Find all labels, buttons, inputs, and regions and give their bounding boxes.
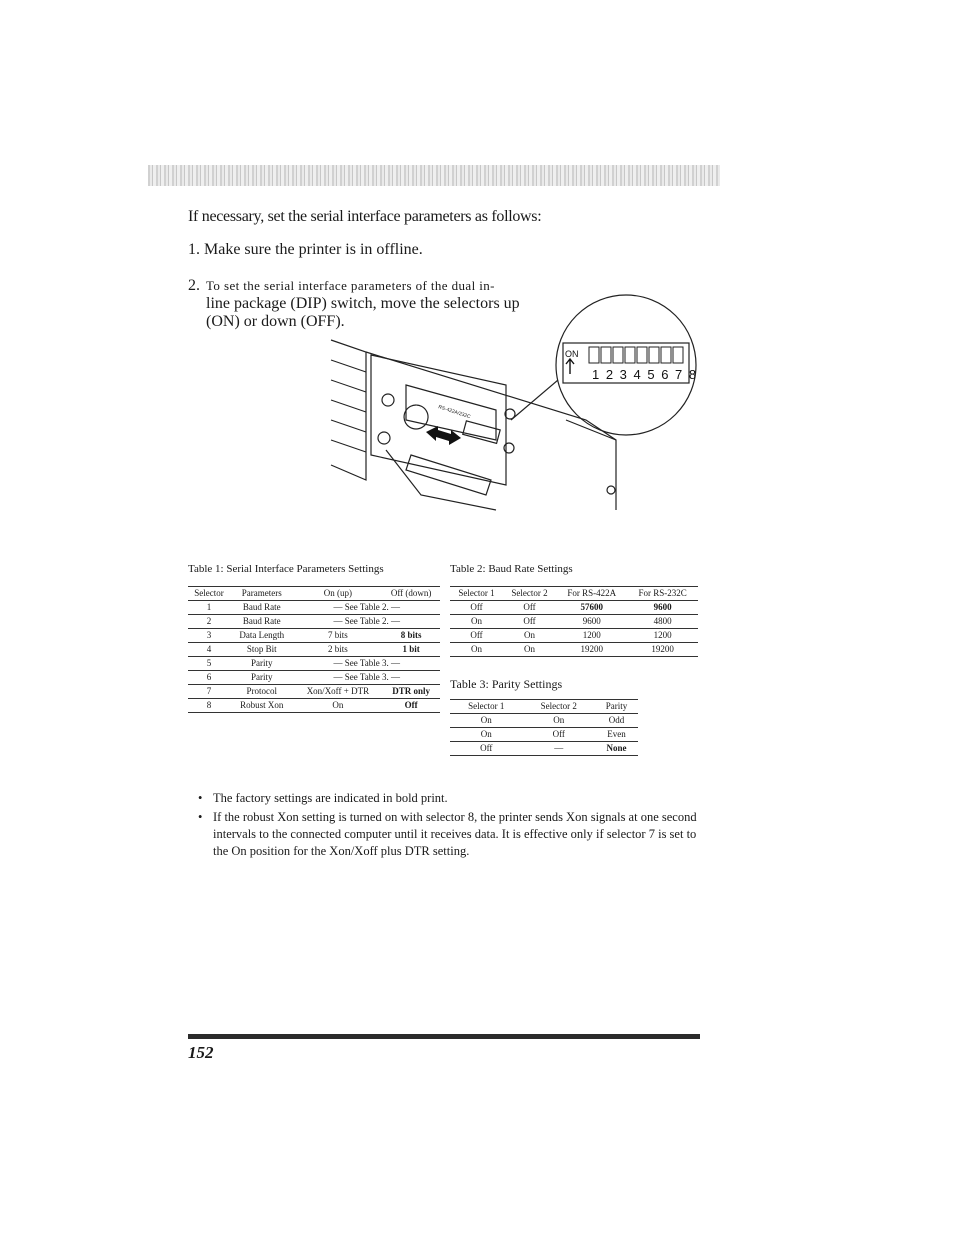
table-cell: — See Table 3. — bbox=[294, 657, 440, 671]
table-cell: — See Table 3. — bbox=[294, 671, 440, 685]
table-cell: Off bbox=[450, 629, 503, 643]
table-row bbox=[188, 601, 440, 615]
table1-caption: Table 1: Serial Interface Parameters Settings bbox=[188, 563, 384, 575]
table3-header: Selector 1 bbox=[450, 700, 523, 714]
footer-bar bbox=[188, 1034, 700, 1039]
table-cell: On bbox=[450, 728, 523, 742]
table-cell: 7 bits bbox=[294, 629, 383, 643]
table-cell: 4 bbox=[188, 643, 230, 657]
step-2-number: 2. bbox=[188, 277, 200, 294]
table-cell: Even bbox=[595, 728, 638, 742]
table3-header: Selector 2 bbox=[523, 700, 596, 714]
panel-label: RS-422A/232C bbox=[437, 404, 472, 421]
table-cell: On bbox=[450, 615, 503, 629]
table-row bbox=[450, 714, 638, 728]
table2-header: For RS-232C bbox=[627, 587, 698, 601]
notes-list bbox=[198, 790, 702, 862]
table-row bbox=[450, 643, 698, 657]
note-text: The factory settings are indicated in bold print. bbox=[213, 791, 448, 805]
table-cell: Parity bbox=[230, 671, 294, 685]
note-item bbox=[198, 790, 702, 807]
table-row bbox=[450, 615, 698, 629]
step-1-number: 1. bbox=[188, 241, 200, 258]
table-cell: On bbox=[450, 714, 523, 728]
table-row bbox=[188, 643, 440, 657]
table-cell: 3 bbox=[188, 629, 230, 643]
table-cell: On bbox=[450, 643, 503, 657]
table-cell: On bbox=[523, 714, 596, 728]
serial-parameters-table bbox=[188, 586, 440, 713]
dip-switch-illustration bbox=[326, 280, 706, 520]
table-cell: Parity bbox=[230, 657, 294, 671]
table-cell: 9600 bbox=[556, 615, 627, 629]
on-label: ON bbox=[565, 349, 579, 359]
table-cell: 1200 bbox=[627, 629, 698, 643]
table-cell: On bbox=[503, 643, 556, 657]
table-cell: Baud Rate bbox=[230, 615, 294, 629]
table-row bbox=[450, 742, 638, 756]
table-cell: 1200 bbox=[556, 629, 627, 643]
table-row bbox=[188, 671, 440, 685]
table-row bbox=[188, 685, 440, 699]
table-cell: 2 bits bbox=[294, 643, 383, 657]
table-cell: Robust Xon bbox=[230, 699, 294, 713]
table-cell: 9600 bbox=[627, 601, 698, 615]
dip-switch-zoom bbox=[563, 343, 698, 383]
baud-rate-table bbox=[450, 586, 698, 657]
header-bar bbox=[148, 165, 720, 186]
table-cell: — bbox=[523, 742, 596, 756]
table-cell: Odd bbox=[595, 714, 638, 728]
switch-numbers: 1 2 3 4 5 6 7 8 bbox=[592, 367, 698, 382]
table-cell: Off bbox=[523, 728, 596, 742]
table-row bbox=[188, 657, 440, 671]
table-cell: Stop Bit bbox=[230, 643, 294, 657]
table-cell: Protocol bbox=[230, 685, 294, 699]
table-row bbox=[450, 601, 698, 615]
table-cell: 4800 bbox=[627, 615, 698, 629]
table-cell: 57600 bbox=[556, 601, 627, 615]
table-row bbox=[450, 629, 698, 643]
table2-header: For RS-422A bbox=[556, 587, 627, 601]
table-row bbox=[188, 699, 440, 713]
table-row bbox=[188, 615, 440, 629]
step-1 bbox=[188, 241, 423, 259]
table-cell: On bbox=[294, 699, 383, 713]
table-cell: Xon/Xoff + DTR bbox=[294, 685, 383, 699]
table-cell: On bbox=[503, 629, 556, 643]
step-1-text: Make sure the printer is in offline. bbox=[204, 241, 423, 258]
intro-text: If necessary, set the serial interface parameters as follows: bbox=[188, 208, 542, 225]
bullet-icon: • bbox=[198, 791, 203, 805]
table1-header: Off (down) bbox=[382, 587, 440, 601]
table-cell: — See Table 2. — bbox=[294, 615, 440, 629]
table-cell: Data Length bbox=[230, 629, 294, 643]
step-2-line1: To set the serial interface parameters of the dual in- bbox=[206, 278, 495, 293]
parity-table bbox=[450, 699, 638, 756]
table-cell: 6 bbox=[188, 671, 230, 685]
table-cell: Off bbox=[503, 615, 556, 629]
magnifier-pointer-line bbox=[511, 380, 558, 420]
table2-header: Selector 2 bbox=[503, 587, 556, 601]
table-cell: Off bbox=[382, 699, 440, 713]
table3-header: Parity bbox=[595, 700, 638, 714]
table-cell: 1 bit bbox=[382, 643, 440, 657]
table-cell: None bbox=[595, 742, 638, 756]
table-cell: Off bbox=[450, 742, 523, 756]
table3-caption: Table 3: Parity Settings bbox=[450, 677, 563, 691]
note-item bbox=[198, 809, 702, 860]
table-cell: — See Table 2. — bbox=[294, 601, 440, 615]
table2-header: Selector 1 bbox=[450, 587, 503, 601]
table-cell: 19200 bbox=[627, 643, 698, 657]
table-cell: 1 bbox=[188, 601, 230, 615]
table-cell: 2 bbox=[188, 615, 230, 629]
table-cell: DTR only bbox=[382, 685, 440, 699]
table-cell: 19200 bbox=[556, 643, 627, 657]
step-2-text: line package (DIP) switch, move the selectors up (ON) or down (OFF). bbox=[206, 295, 520, 330]
page-number: 152 bbox=[188, 1043, 214, 1062]
table1-header: Selector bbox=[188, 587, 230, 601]
bullet-icon: • bbox=[198, 810, 203, 824]
table-cell: 8 bbox=[188, 699, 230, 713]
table-cell: Baud Rate bbox=[230, 601, 294, 615]
table-cell: 5 bbox=[188, 657, 230, 671]
table-cell: 8 bits bbox=[382, 629, 440, 643]
table-cell: 7 bbox=[188, 685, 230, 699]
note-text: If the robust Xon setting is turned on with selector 8, the printer sends Xon signals at one second intervals to the connected computer until it receives data. It is effective only if selector 7 is set to the On position for the Xon/Xoff plus DTR setting. bbox=[213, 810, 697, 858]
table-row bbox=[450, 728, 638, 742]
table1-header: On (up) bbox=[294, 587, 383, 601]
table-row bbox=[188, 629, 440, 643]
table-cell: Off bbox=[503, 601, 556, 615]
db25-connector bbox=[406, 455, 491, 495]
table1-header: Parameters bbox=[230, 587, 294, 601]
table2-caption: Table 2: Baud Rate Settings bbox=[450, 563, 573, 575]
table-cell: Off bbox=[450, 601, 503, 615]
